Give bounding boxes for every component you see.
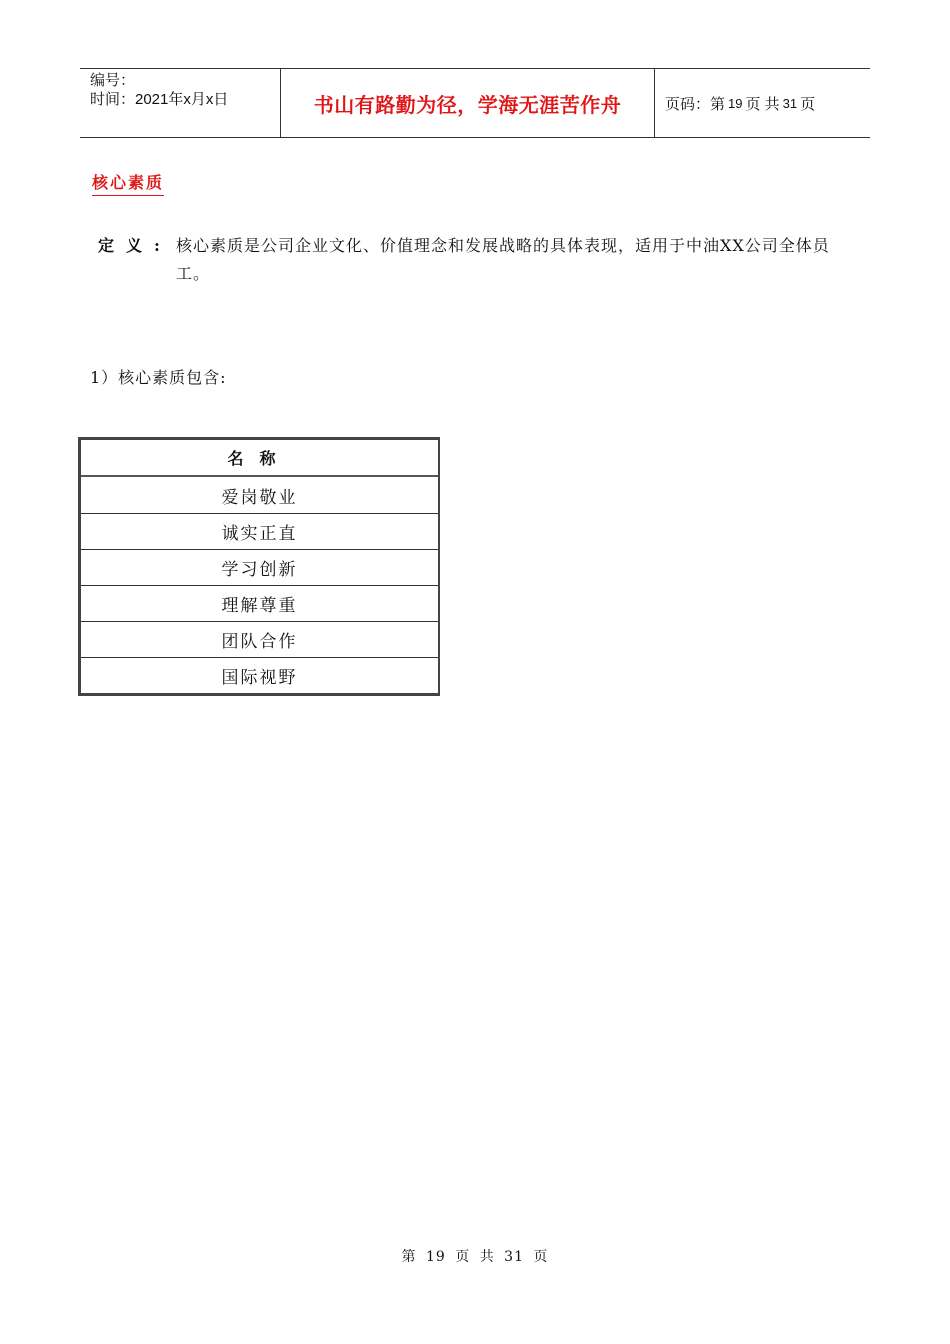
page-mid: 页 共 — [745, 95, 780, 113]
definition-text: 核心素质是公司企业文化、价值理念和发展战略的具体表现，适用于中油XX公司全体员工。 — [176, 236, 830, 283]
section-title: 核心素质 — [92, 170, 164, 196]
page-suffix: 页 — [800, 95, 816, 113]
page-prefix: 页码：第 — [665, 95, 726, 113]
page-footer: 第 19 页 共 31 页 — [401, 1249, 549, 1265]
header-page-info — [655, 69, 870, 137]
document-time: 时间：2021年x月x日 — [90, 91, 229, 108]
table-row: 国际视野 — [81, 657, 438, 693]
page-current: 19 — [728, 95, 743, 111]
table-header: 名称 — [81, 440, 438, 477]
table-row: 团队合作 — [81, 621, 438, 657]
table-row: 爱岗敬业 — [221, 487, 298, 508]
header-motto: 书山有路勤为径，学海无涯苦作舟 — [281, 69, 655, 137]
table-row: 学习创新 — [81, 549, 438, 585]
header-meta — [80, 69, 281, 137]
table-row: 诚实正直 — [81, 513, 438, 549]
page-total: 31 — [782, 95, 798, 111]
list-intro: 1）核心素质包含: — [90, 368, 227, 387]
definition-label: 定义: — [98, 236, 172, 255]
definition-block — [98, 232, 838, 288]
core-qualities-table — [78, 437, 440, 696]
page-header — [80, 68, 870, 138]
table-row: 理解尊重 — [81, 585, 438, 621]
document-number-label: 编号： — [90, 72, 136, 89]
